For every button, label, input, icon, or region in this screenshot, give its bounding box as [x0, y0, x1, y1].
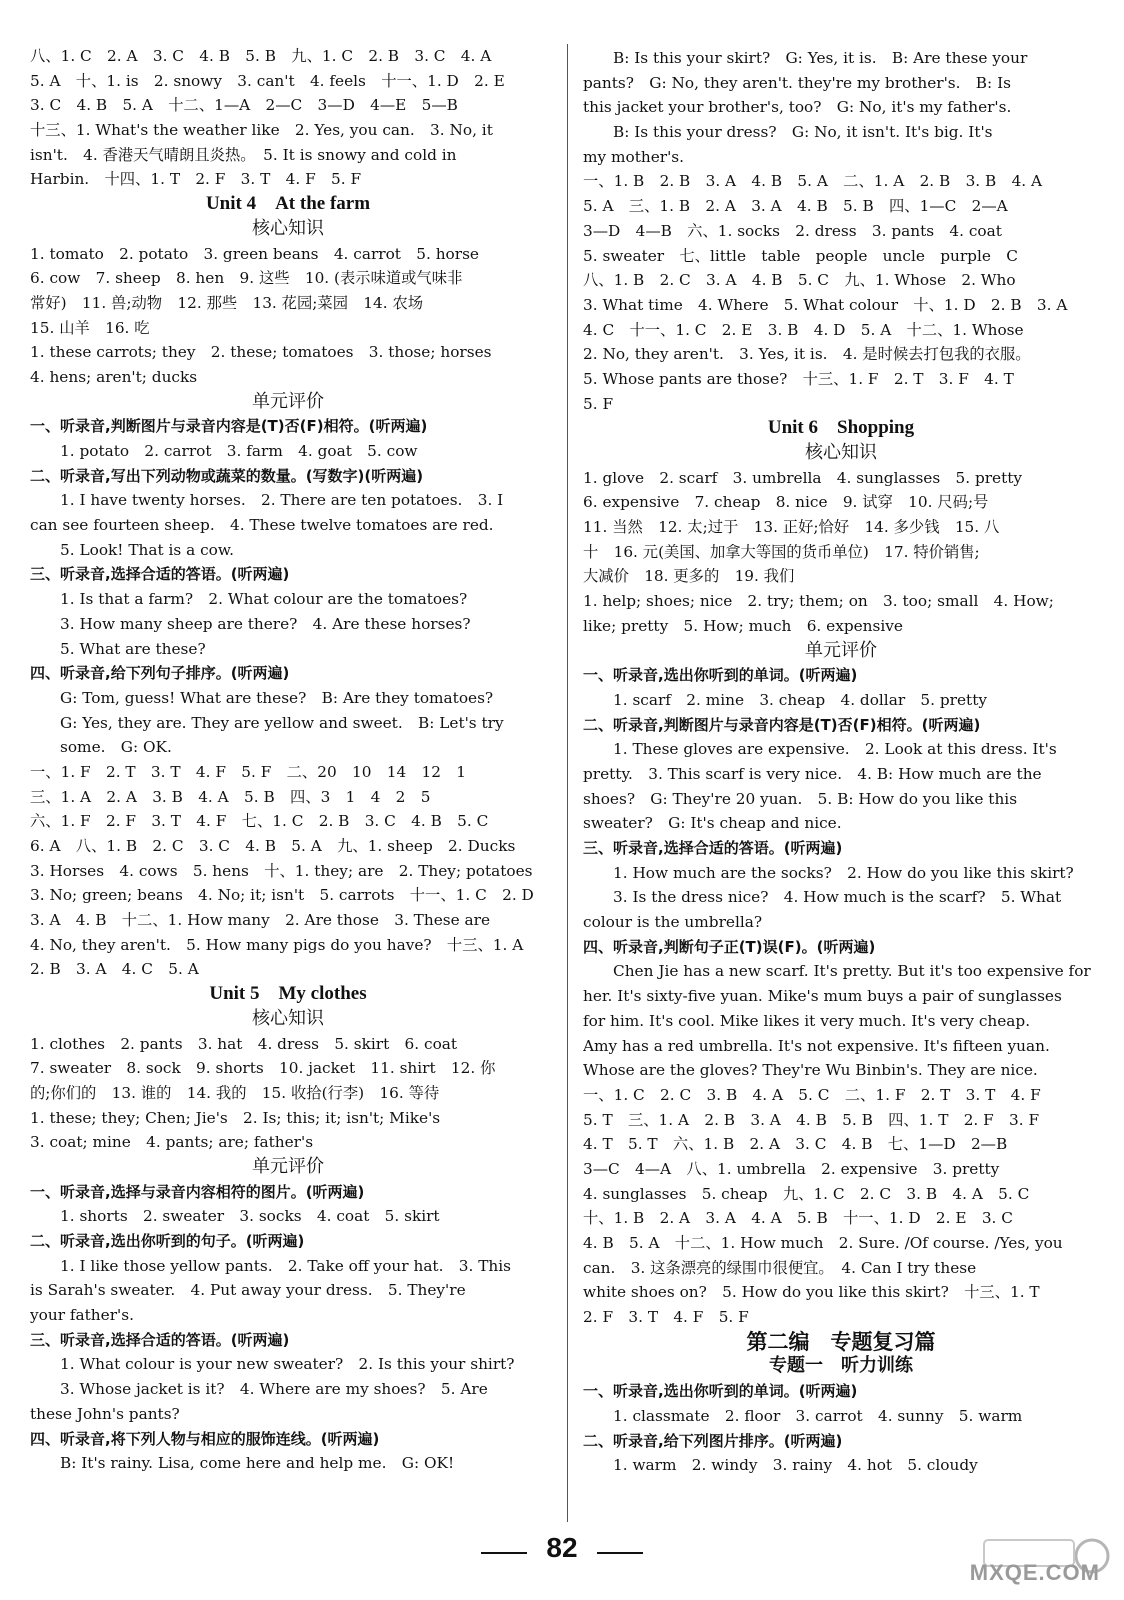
footer-dash-left: [481, 1552, 527, 1554]
answer-line: 1. scarf 2. mine 3. cheap 4. dollar 5. pretty: [613, 690, 987, 709]
answer-line: 4. hens; aren't; ducks: [30, 367, 198, 386]
answer-line: 6. A 八、1. B 2. C 3. C 4. B 5. A 九、1. sheep 2. Ducks: [30, 837, 516, 855]
answer-line: your father's.: [30, 1306, 134, 1325]
answer-line: 十 16. 元(美国、加拿大等国的货币单位) 17. 特价销售;: [583, 542, 980, 561]
section-heading: 单元评价: [805, 639, 877, 661]
answer-line: B: Is this your skirt? G: Yes, it is. B: Are these your: [613, 49, 1028, 67]
section-heading: 单元评价: [252, 390, 324, 412]
answer-line: my mother's.: [583, 147, 685, 166]
question-heading: 四、听录音,判断句子正(T)误(F)。(听两遍): [583, 937, 876, 956]
column-divider: [567, 44, 568, 1522]
answer-line: 3. What time 4. Where 5. What colour 十、1. D 2. B 3. A: [583, 295, 1068, 314]
answer-line: colour is the umbrella?: [583, 913, 763, 932]
answer-line: 3. No; green; beans 4. No; it; isn't 5. carrots 十一、1. C 2. D: [30, 886, 534, 905]
answer-line: 15. 山羊 16. 吃: [30, 318, 150, 337]
answer-line: 一、1. B 2. B 3. A 4. B 5. A 二、1. A 2. B 3. B 4. A: [583, 172, 1043, 191]
section-heading: 核心知识: [252, 1007, 324, 1029]
answer-line: G: Tom, guess! What are these? B: Are they tomatoes?: [60, 688, 494, 707]
answer-line: 3. A 4. B 十二、1. How many 2. Are those 3. These are: [30, 911, 491, 930]
answer-line: 一、1. C 2. C 3. B 4. A 5. C 二、1. F 2. T 3. T 4. F: [583, 1085, 1041, 1104]
answer-line: 大减价 18. 更多的 19. 我们: [583, 567, 795, 586]
answer-line: Harbin. 十四、1. T 2. F 3. T 4. F 5. F: [30, 170, 362, 189]
answer-line: 十三、1. What's the weather like 2. Yes, you can. 3. No, it: [30, 121, 493, 140]
answer-line: 4. C 十一、1. C 2. E 3. B 4. D 5. A 十二、1. Whose: [583, 320, 1024, 339]
answer-line: 4. sunglasses 5. cheap 九、1. C 2. C 3. B 4. A 5. C: [583, 1184, 1030, 1203]
answer-line: 常好) 11. 兽;动物 12. 那些 13. 花园;菜园 14. 农场: [30, 293, 424, 312]
topic-heading: 专题一 听力训练: [769, 1355, 913, 1377]
answer-line: 十、1. B 2. A 3. A 4. A 5. B 十一、1. D 2. E 3. C: [583, 1209, 1013, 1228]
answer-line: 1. potato 2. carrot 3. farm 4. goat 5. cow: [60, 442, 418, 460]
answer-line: 3. Is the dress nice? 4. How much is the scarf? 5. What: [613, 888, 1062, 907]
answer-line: can see fourteen sheep. 4. These twelve tomatoes are red.: [30, 516, 494, 535]
answer-line: is Sarah's sweater. 4. Put away your dress. 5. They're: [30, 1281, 466, 1300]
question-heading: 二、听录音,判断图片与录音内容是(T)否(F)相符。(听两遍): [583, 715, 981, 734]
answer-line: 5. What are these?: [60, 639, 206, 658]
answer-line: some. G: OK.: [60, 738, 172, 757]
answer-line: 六、1. F 2. F 3. T 4. F 七、1. C 2. B 3. C 4. B 5. C: [30, 812, 489, 831]
answer-line: 5. Look! That is a cow.: [60, 540, 235, 559]
answer-line: 3. How many sheep are there? 4. Are these horses?: [60, 614, 471, 633]
answer-line: 1. These gloves are expensive. 2. Look at this dress. It's: [613, 740, 1057, 759]
question-heading: 三、听录音,选择合适的答语。(听两遍): [30, 565, 290, 584]
answer-line: for him. It's cool. Mike likes it very much. It's very cheap.: [583, 1011, 1031, 1030]
answer-line: 1. help; shoes; nice 2. try; them; on 3. too; small 4. How;: [583, 592, 1054, 611]
answer-line: 1. clothes 2. pants 3. hat 4. dress 5. skirt 6. coat: [30, 1034, 458, 1053]
answer-line: 3—C 4—A 八、1. umbrella 2. expensive 3. pretty: [583, 1159, 1000, 1178]
question-heading: 一、听录音,选出你听到的单词。(听两遍): [583, 1382, 858, 1401]
answer-line: 3—D 4—B 六、1. socks 2. dress 3. pants 4. coat: [583, 221, 1002, 240]
answer-line: 八、1. B 2. C 3. A 4. B 5. C 九、1. Whose 2. Who: [583, 271, 1016, 290]
unit-heading: Unit 6 Shopping: [767, 417, 915, 439]
answer-line: 4. No, they aren't. 5. How many pigs do you have? 十三、1. A: [30, 935, 524, 954]
question-heading: 二、听录音,选出你听到的句子。(听两遍): [30, 1232, 305, 1250]
answer-line: Chen Jie has a new scarf. It's pretty. But it's too expensive for: [613, 962, 1091, 981]
watermark-text: MXQE.COM: [969, 1560, 1100, 1585]
answer-line: 3. C 4. B 5. A 十二、1—A 2—C 3—D 4—E 5—B: [30, 96, 458, 115]
unit-heading: Unit 4 At the farm: [205, 193, 371, 215]
question-heading: 二、听录音,给下列图片排序。(听两遍): [583, 1431, 843, 1450]
answer-line: isn't. 4. 香港天气晴朗且炎热。 5. It is snowy and cold in: [30, 145, 457, 164]
answer-line: 的;你们的 13. 谁的 14. 我的 15. 收拾(行李) 16. 等待: [30, 1083, 440, 1102]
answer-line: 1. How much are the socks? 2. How do you like this skirt?: [613, 863, 1074, 882]
answer-line: 2. B 3. A 4. C 5. A: [30, 960, 199, 979]
part-heading: 第二编 专题复习篇: [746, 1329, 936, 1354]
answer-line: pants? G: No, they aren't. they're my brother's. B: Is: [583, 73, 1011, 92]
question-heading: 三、听录音,选择合适的答语。(听两遍): [583, 839, 843, 857]
left-column: [30, 44, 546, 1476]
question-heading: 一、听录音,判断图片与录音内容是(T)否(F)相符。(听两遍): [30, 417, 428, 436]
answer-line: 5. Whose pants are those? 十三、1. F 2. T 3. F 4. T: [583, 369, 1014, 388]
answer-line: 5. sweater 七、little table people uncle purple C: [583, 246, 1018, 265]
answer-line: white shoes on? 5. How do you like this skirt? 十三、1. T: [583, 1283, 1040, 1302]
answer-line: 4. T 5. T 六、1. B 2. A 3. C 4. B 七、1—D 2—B: [583, 1135, 1008, 1154]
answer-line: sweater? G: It's cheap and nice.: [583, 814, 842, 833]
answer-line: 1. glove 2. scarf 3. umbrella 4. sunglasses 5. pretty: [583, 468, 1023, 487]
answer-line: 3. coat; mine 4. pants; are; father's: [30, 1133, 314, 1152]
answer-line: shoes? G: They're 20 yuan. 5. B: How do you like this: [583, 789, 1018, 808]
answer-line: 4. B 5. A 十二、1. How much 2. Sure. /Of course. /Yes, you: [583, 1234, 1063, 1252]
unit-heading: Unit 5 My clothes: [209, 983, 367, 1005]
section-heading: 单元评价: [252, 1155, 324, 1177]
answer-line: like; pretty 5. How; much 6. expensive: [583, 616, 903, 635]
question-heading: 一、听录音,选择与录音内容相符的图片。(听两遍): [30, 1182, 365, 1201]
section-heading: 核心知识: [805, 442, 877, 463]
answer-line: G: Yes, they are. They are yellow and sweet. B: Let's try: [60, 713, 504, 732]
answer-line: B: It's rainy. Lisa, come here and help me. G: OK!: [60, 1454, 455, 1473]
answer-line: 5. T 三、1. A 2. B 3. A 4. B 5. B 四、1. T 2. F 3. F: [583, 1110, 1040, 1129]
answer-line: 11. 当然 12. 太;过于 13. 正好;恰好 14. 多少钱 15. 八: [583, 518, 1000, 537]
answer-line: these John's pants?: [30, 1404, 180, 1423]
question-heading: 四、听录音,给下列句子排序。(听两遍): [30, 664, 290, 683]
answer-line: 1. tomato 2. potato 3. green beans 4. carrot 5. horse: [30, 244, 479, 263]
right-column: [583, 46, 1099, 1478]
answer-line: 3. Horses 4. cows 5. hens 十、1. they; are 2. They; potatoes: [30, 861, 533, 880]
answer-line: 1. classmate 2. floor 3. carrot 4. sunny 5. warm: [613, 1406, 1023, 1425]
answer-line: 1. these carrots; they 2. these; tomatoes 3. those; horses: [30, 343, 492, 362]
question-heading: 二、听录音,写出下列动物或蔬菜的数量。(写数字)(听两遍): [30, 466, 424, 485]
answer-line: her. It's sixty-five yuan. Mike's mum buys a pair of sunglasses: [583, 987, 1062, 1006]
answer-line: 2. F 3. T 4. F 5. F: [583, 1308, 749, 1327]
answer-line: 1. I have twenty horses. 2. There are ten potatoes. 3. I: [60, 491, 504, 510]
answer-line: 7. sweater 8. sock 9. shorts 10. jacket 11. shirt 12. 你: [30, 1059, 496, 1078]
question-heading: 三、听录音,选择合适的答语。(听两遍): [30, 1330, 290, 1349]
answer-line: can. 3. 这条漂亮的绿围巾很便宜。 4. Can I try these: [583, 1258, 977, 1277]
answer-line: Whose are the gloves? They're Wu Binbin's. They are nice.: [583, 1061, 1038, 1080]
answer-line: 1. Is that a farm? 2. What colour are the tomatoes?: [60, 590, 468, 609]
watermark-logo: [924, 1536, 1114, 1592]
section-heading: 核心知识: [252, 217, 324, 239]
answer-line: 6. expensive 7. cheap 8. nice 9. 试穿 10. 尺码;号: [583, 493, 989, 512]
answer-line: 6. cow 7. sheep 8. hen 9. 这些 10. (表示味道或气味非: [30, 269, 463, 288]
question-heading: 四、听录音,将下列人物与相应的服饰连线。(听两遍): [30, 1429, 380, 1448]
answer-line: 三、1. A 2. A 3. B 4. A 5. B 四、3 1 4 2 5: [30, 787, 431, 806]
answer-line: 一、1. F 2. T 3. T 4. F 5. F 二、20 10 14 12 1: [30, 762, 466, 781]
answer-line: B: Is this your dress? G: No, it isn't. It's big. It's: [613, 123, 993, 142]
answer-line: 5. F: [583, 394, 614, 413]
answer-line: this jacket your brother's, too? G: No, it's my father's.: [583, 98, 1012, 117]
answer-line: 八、1. C 2. A 3. C 4. B 5. B 九、1. C 2. B 3. C 4. A: [30, 47, 492, 65]
answer-line: 1. What colour is your new sweater? 2. Is this your shirt?: [60, 1355, 515, 1374]
answer-line: pretty. 3. This scarf is very nice. 4. B: How much are the: [583, 764, 1042, 783]
answer-line: 5. A 三、1. B 2. A 3. A 4. B 5. B 四、1—C 2—A: [583, 197, 1008, 216]
answer-line: 1. I like those yellow pants. 2. Take off your hat. 3. This: [60, 1256, 511, 1275]
answer-line: 1. shorts 2. sweater 3. socks 4. coat 5. skirt: [60, 1207, 440, 1226]
answer-line: Amy has a red umbrella. It's not expensive. It's fifteen yuan.: [583, 1036, 1050, 1055]
answer-line: 5. A 十、1. is 2. snowy 3. can't 4. feels 十一、1. D 2. E: [30, 71, 505, 90]
answer-line: 1. warm 2. windy 3. rainy 4. hot 5. cloudy: [613, 1456, 978, 1475]
answer-line: 3. Whose jacket is it? 4. Where are my shoes? 5. Are: [60, 1380, 488, 1399]
answer-line: 2. No, they aren't. 3. Yes, it is. 4. 是时候去打包我的衣服。: [583, 345, 1031, 364]
page-number: 82: [546, 1532, 578, 1563]
footer-dash-right: [597, 1552, 643, 1554]
answer-line: 1. these; they; Chen; Jie's 2. Is; this; it; isn't; Mike's: [30, 1108, 441, 1127]
question-heading: 一、听录音,选出你听到的单词。(听两遍): [583, 666, 858, 685]
